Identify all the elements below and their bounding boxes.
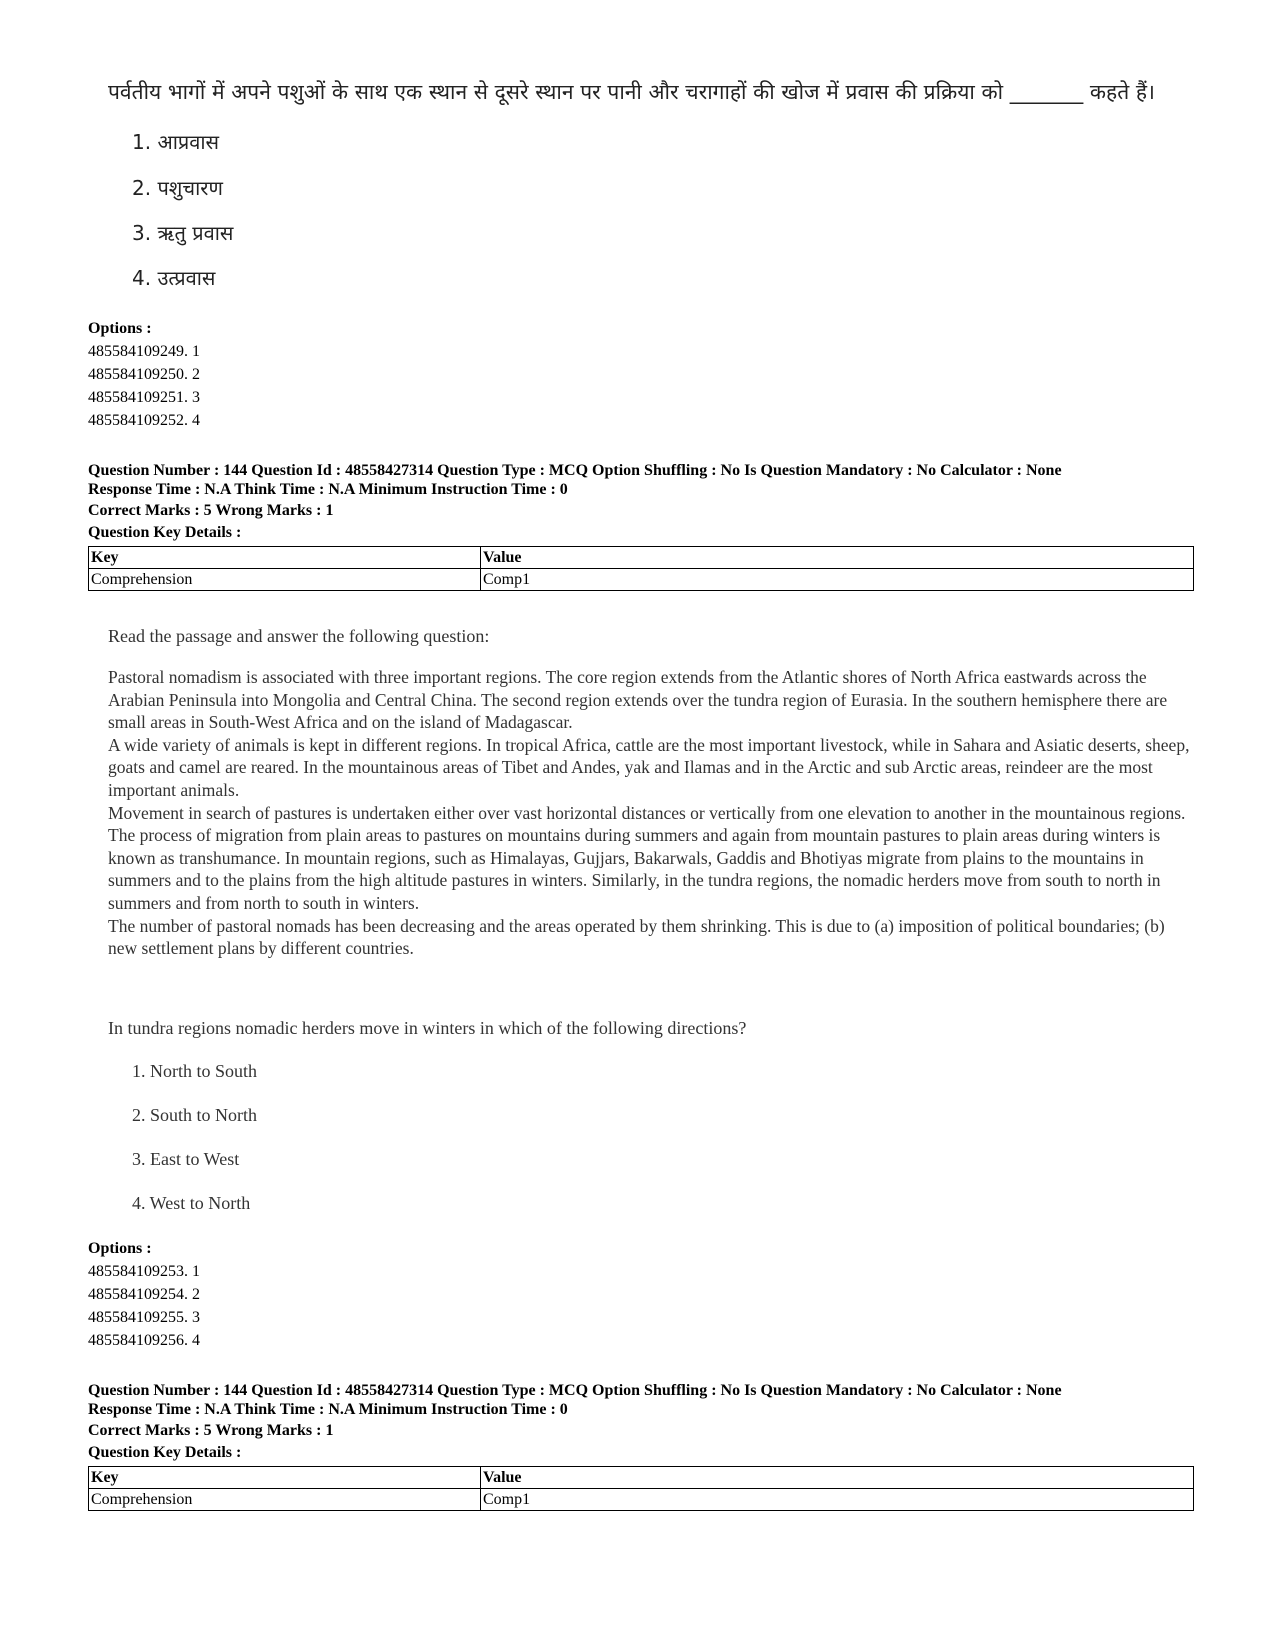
passage-paragraph: A wide variety of animals is kept in different regions. In tropical Africa, cattle are the most important livestock, while in Sahara and Asiatic deserts, sheep, goats and camel are reared. In the mountainous areas of Tibet and Andes, yak and Ilamas and in the Arctic and sub Arctic areas, reindeer are the most important animals. [108, 734, 1190, 800]
option-id: 485584109253. 1 [88, 1263, 200, 1280]
passage-intro: Read the passage and answer the following question: [108, 626, 490, 646]
question-meta-1 [88, 461, 1062, 499]
option-id: 485584109254. 2 [88, 1286, 200, 1303]
question-meta-line: Question Number : 144 Question Id : 48558427314 Question Type : MCQ Option Shuffling : No Is Question Mandatory : No Calculator : None [88, 462, 1062, 479]
question-1-choice: 2. पशुचारण [132, 176, 223, 200]
option-id: 485584109249. 1 [88, 343, 200, 360]
question-1-text: पर्वतीय भागों में अपने पशुओं के साथ एक स्थान से दूसरे स्थान पर पानी और चरागाहों की खोज में प्रवास की प्रक्रिया को _______ कहते हैं। [108, 80, 1155, 104]
question-meta-2 [88, 1381, 1062, 1419]
option-id: 485584109251. 3 [88, 389, 200, 406]
question-meta-line: Response Time : N.A Think Time : N.A Minimum Instruction Time : 0 [88, 481, 568, 498]
table-cell-key: Comprehension [89, 1489, 481, 1511]
table-row [89, 1489, 1194, 1511]
question-1-choice: 4. उत्प्रवास [132, 266, 216, 290]
question-2-choice: 2. South to North [132, 1105, 258, 1125]
question-key-table [88, 546, 1194, 591]
option-id: 485584109256. 4 [88, 1332, 200, 1349]
marks-line: Correct Marks : 5 Wrong Marks : 1 [88, 502, 334, 519]
options-block-1 [88, 317, 200, 432]
question-2-text: In tundra regions nomadic herders move in winters in which of the following directions? [108, 1018, 747, 1038]
options-label: Options : [88, 320, 152, 337]
table-header-row [89, 1467, 1194, 1489]
question-1-choice: 1. आप्रवास [132, 130, 220, 154]
table-header-key: Key [89, 1467, 481, 1489]
options-block-2 [88, 1237, 200, 1352]
question-2-choice: 3. East to West [132, 1149, 240, 1169]
question-1-choice: 3. ऋतु प्रवास [132, 221, 234, 245]
passage-paragraph: Pastoral nomadism is associated with three important regions. The core region extends from the Atlantic shores of North Africa eastwards across the Arabian Peninsula into Mongolia and Central China. The second region extends over the tundra region of Eurasia. In the southern hemisphere there are small areas in South-West Africa and on the island of Madagascar. [108, 667, 1168, 733]
question-2-choice: 4. West to North [132, 1193, 251, 1213]
question-meta-line: Response Time : N.A Think Time : N.A Minimum Instruction Time : 0 [88, 1401, 568, 1418]
table-cell-value: Comp1 [481, 1489, 1194, 1511]
table-cell-key: Comprehension [89, 569, 481, 591]
table-header-value: Value [481, 547, 1194, 569]
table-row [89, 569, 1194, 591]
table-header-row [89, 547, 1194, 569]
passage-paragraph: The number of pastoral nomads has been decreasing and the areas operated by them shrinking. This is due to (a) imposition of political boundaries; (b) new settlement plans by different countries. [108, 915, 1165, 959]
question-2-choice: 1. North to South [132, 1061, 258, 1081]
question-meta-line: Question Number : 144 Question Id : 48558427314 Question Type : MCQ Option Shuffling : No Is Question Mandatory : No Calculator : None [88, 1382, 1062, 1399]
table-header-key: Key [89, 547, 481, 569]
key-details-label: Question Key Details : [88, 524, 242, 541]
question-key-table [88, 1466, 1194, 1511]
option-id: 485584109255. 3 [88, 1309, 200, 1326]
option-id: 485584109252. 4 [88, 412, 200, 429]
table-header-value: Value [481, 1467, 1194, 1489]
passage [108, 666, 1198, 960]
options-label: Options : [88, 1240, 152, 1257]
marks-line: Correct Marks : 5 Wrong Marks : 1 [88, 1422, 334, 1439]
key-details-label: Question Key Details : [88, 1444, 242, 1461]
passage-paragraph: Movement in search of pastures is undertaken either over vast horizontal distances or vertically from one elevation to another in the mountainous regions. The process of migration from plain areas to pastures on mountains during summers and again from mountain pastures to plain areas during winters is known as transhumance. In mountain regions, such as Himalayas, Gujjars, Bakarwals, Gaddis and Bhotiyas migrate from plains to the mountains in summers and to the plains from the high altitude pastures in winters. Similarly, in the tundra regions, the nomadic herders move from south to north in summers and from north to south in winters. [108, 802, 1186, 913]
table-cell-value: Comp1 [481, 569, 1194, 591]
option-id: 485584109250. 2 [88, 366, 200, 383]
